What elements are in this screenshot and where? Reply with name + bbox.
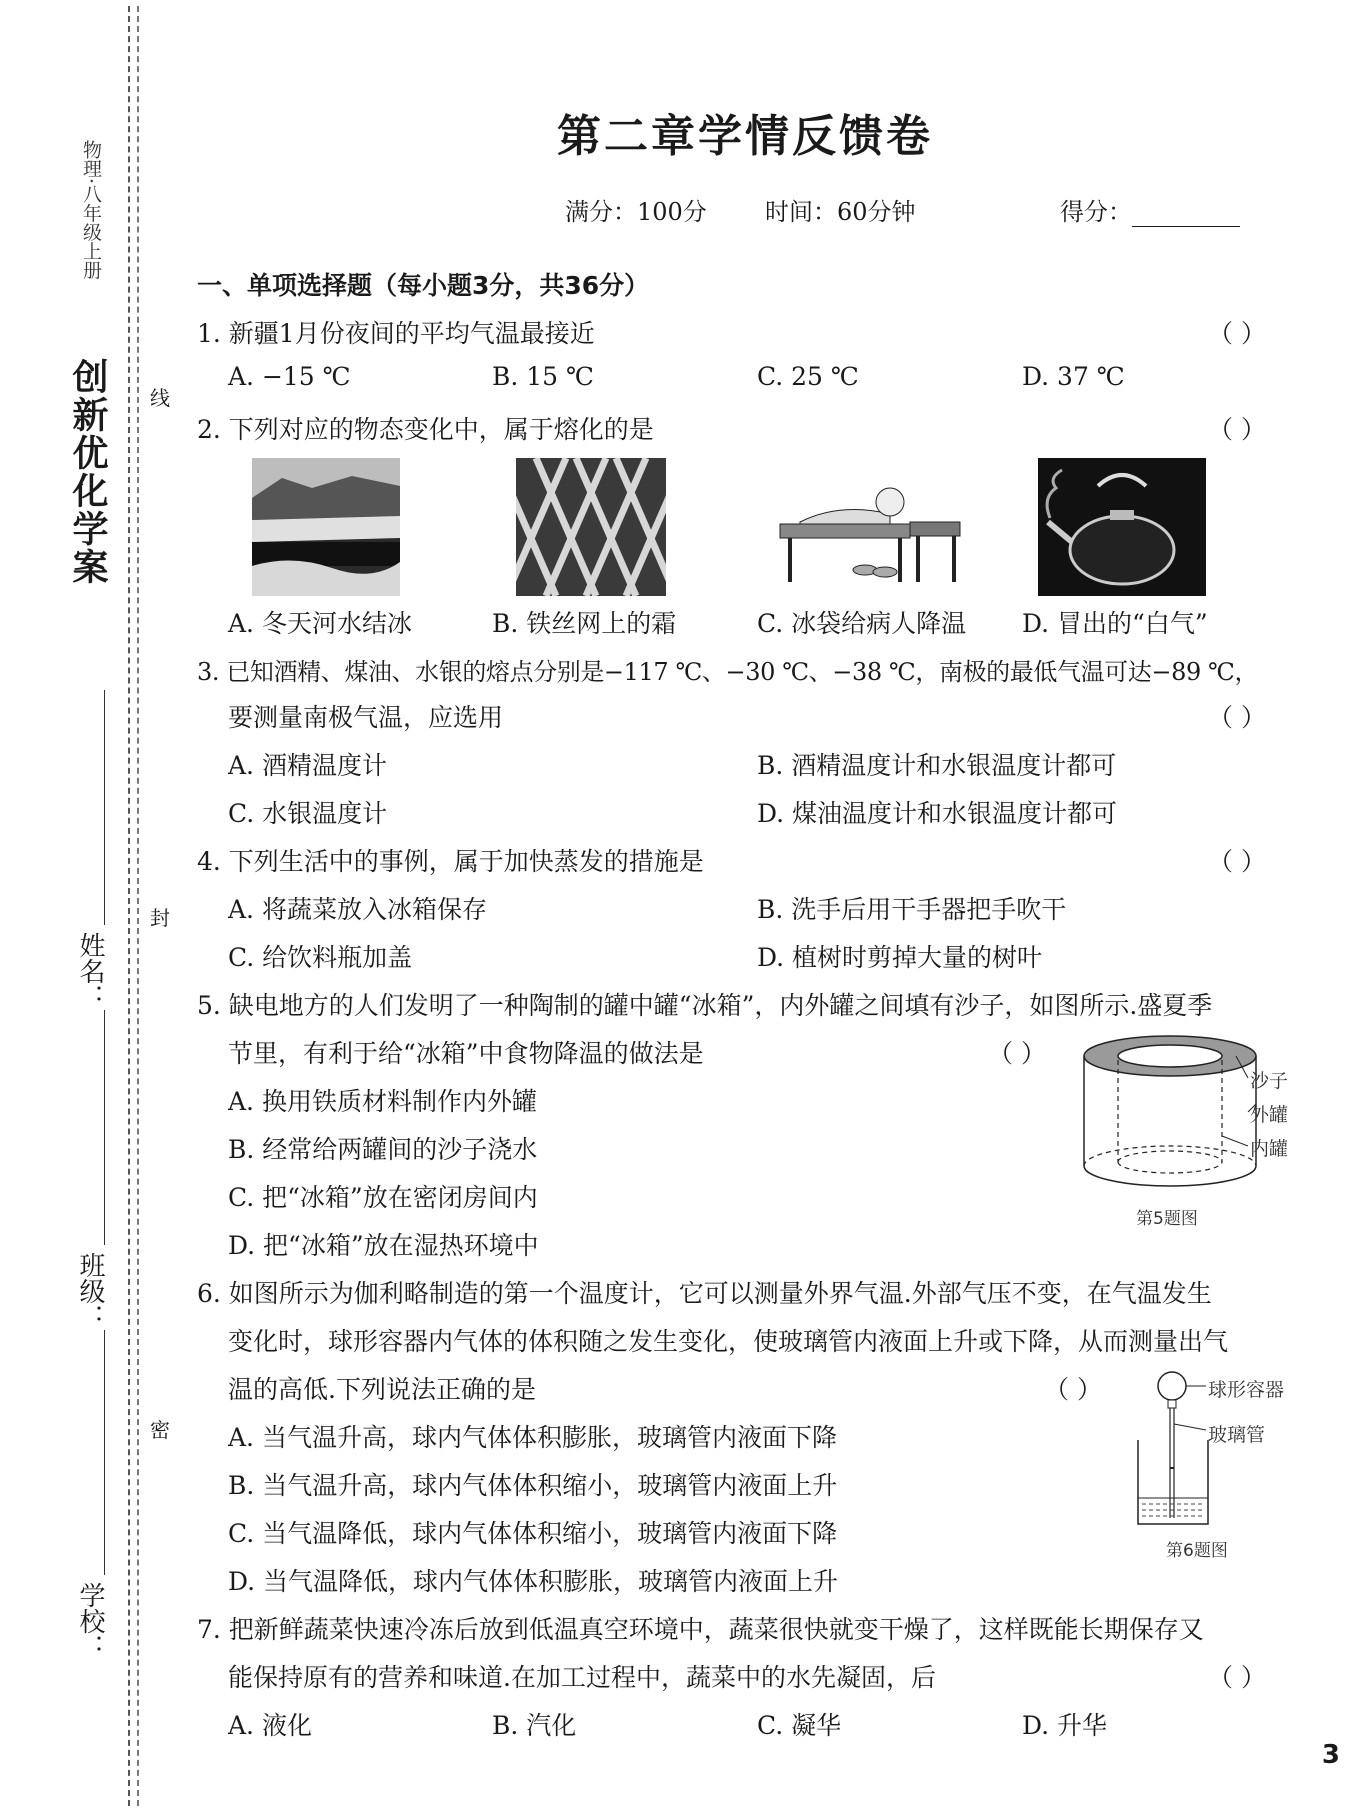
figure-5-caption: 第5题图 (1136, 1209, 1198, 1229)
q7-option-b: B. 汽化 (492, 1711, 577, 1740)
cut-mark-xian: 线 (150, 378, 170, 415)
q1-option-d: D. 37 ℃ (1022, 362, 1125, 391)
frosted-wire-mesh-photo (516, 458, 666, 596)
q3-option-c: C. 水银温度计 (228, 799, 388, 828)
q6-option-b: B. 当气温升高，球内气体体积缩小，玻璃管内液面上升 (228, 1471, 838, 1500)
question-5-stem-cont: 节里，有利于给“冰箱”中食物降温的做法是 (228, 1039, 704, 1068)
question-5-stem: 5. 缺电地方的人们发明了一种陶制的罐中罐“冰箱”，内外罐之间填有沙子，如图所示.盛夏季 (197, 991, 1213, 1020)
q1-option-b: B. 15 ℃ (492, 362, 594, 391)
question-2-stem: 2. 下列对应的物态变化中，属于熔化的是 (197, 415, 654, 444)
answer-paren-6[interactable]: （ ） (1044, 1375, 1102, 1404)
score-label: 得分： (1060, 198, 1132, 226)
q3-option-b: B. 酒精温度计和水银温度计都可 (757, 751, 1117, 780)
q5-option-b: B. 经常给两罐间的沙子浇水 (228, 1135, 538, 1164)
answer-paren-5[interactable]: （ ） (988, 1039, 1046, 1068)
q7-option-a: A. 液化 (228, 1711, 312, 1740)
answer-paren-4[interactable]: （ ） (1208, 847, 1266, 876)
label-outer-pot: 外罐 (1250, 1104, 1289, 1126)
q3-option-d: D. 煤油温度计和水银温度计都可 (757, 799, 1118, 828)
answer-paren-3[interactable]: （ ） (1208, 703, 1266, 732)
question-3-stem-cont: 要测量南极气温，应选用 (228, 703, 504, 732)
q3-option-a: A. 酒精温度计 (228, 751, 387, 780)
q5-option-c: C. 把“冰箱”放在密闭房间内 (228, 1183, 538, 1212)
q2-option-a: A. 冬天河水结冰 (228, 609, 412, 638)
page-number: 3 (1321, 1740, 1340, 1770)
q2-option-d: D. 冒出的“白气” (1022, 609, 1208, 638)
subject-grade: 物理·八年级上册 (80, 140, 102, 280)
question-6-stem-cont1: 变化时，球形容器内气体的体积随之发生变化，使玻璃管内液面上升或下降，从而测量出气 (228, 1327, 1229, 1356)
q5-option-d: D. 把“冰箱”放在湿热环境中 (228, 1231, 539, 1260)
question-1-stem: 1. 新疆1月份夜间的平均气温最接近 (197, 319, 595, 348)
question-7-stem: 7. 把新鲜蔬菜快速冷冻后放到低温真空环境中，蔬菜很快就变干燥了，这样既能长期保存又 (197, 1615, 1204, 1644)
name-label: 姓名： (75, 932, 105, 1010)
q6-option-c: C. 当气温降低，球内气体体积缩小，玻璃管内液面下降 (228, 1519, 838, 1548)
question-7-stem-cont: 能保持原有的营养和味道.在加工过程中，蔬菜中的水先凝固，后 (228, 1663, 936, 1692)
q6-option-d: D. 当气温降低，球内气体体积膨胀，玻璃管内液面上升 (228, 1567, 839, 1596)
page-title: 第二章学情反馈卷 (557, 111, 933, 162)
cut-line-outer (128, 6, 130, 1806)
q4-option-c: C. 给饮料瓶加盖 (228, 943, 413, 972)
label-sand: 沙子 (1250, 1070, 1289, 1092)
question-6-stem: 6. 如图所示为伽利略制造的第一个温度计，它可以测量外界气温.外部气压不变，在气温发生 (197, 1279, 1212, 1308)
label-bulb: 球形容器 (1208, 1379, 1285, 1401)
label-glass-tube: 玻璃管 (1208, 1424, 1266, 1446)
score-blank[interactable] (1132, 202, 1240, 227)
answer-paren-7[interactable]: （ ） (1208, 1663, 1266, 1692)
q2-option-b: B. 铁丝网上的霜 (492, 609, 677, 638)
cut-line-inner (137, 6, 139, 1806)
answer-paren-2[interactable]: （ ） (1208, 415, 1266, 444)
q1-option-c: C. 25 ℃ (757, 362, 859, 391)
figure-6-caption: 第6题图 (1166, 1541, 1228, 1561)
q5-option-a: A. 换用铁质材料制作内外罐 (228, 1087, 537, 1116)
school-field[interactable] (104, 1330, 105, 1575)
brand-logo-text: 创新优化学案 (67, 358, 108, 586)
score-field (1060, 192, 1240, 227)
cut-mark-feng: 封 (150, 898, 170, 935)
q6-option-a: A. 当气温升高，球内气体体积膨胀，玻璃管内液面下降 (228, 1423, 837, 1452)
q4-option-a: A. 将蔬菜放入冰箱保存 (228, 895, 487, 924)
q4-option-d: D. 植树时剪掉大量的树叶 (757, 943, 1043, 972)
q7-option-c: C. 凝华 (757, 1711, 842, 1740)
name-field[interactable] (104, 690, 105, 925)
cut-mark-mi: 密 (150, 1410, 170, 1447)
answer-paren-1[interactable]: （ ） (1208, 319, 1266, 348)
q4-option-b: B. 洗手后用干手器把手吹干 (757, 895, 1067, 924)
q1-option-a: A. −15 ℃ (228, 362, 351, 391)
question-4-stem: 4. 下列生活中的事例，属于加快蒸发的措施是 (197, 847, 704, 876)
ice-bag-patient-illustration (770, 462, 970, 592)
label-inner-pot: 内罐 (1250, 1138, 1289, 1160)
class-field[interactable] (104, 1010, 105, 1245)
school-label: 学校： (75, 1582, 105, 1660)
kettle-steam-photo (1038, 458, 1206, 596)
time-limit: 时间：60分钟 (765, 198, 916, 226)
full-score: 满分：100分 (565, 198, 707, 226)
q2-option-c: C. 冰袋给病人降温 (757, 609, 967, 638)
frozen-river-photo (252, 458, 400, 596)
q7-option-d: D. 升华 (1022, 1711, 1108, 1740)
class-label: 班级： (75, 1252, 105, 1330)
question-6-stem-cont2: 温的高低.下列说法正确的是 (228, 1375, 536, 1404)
section-title: 一、单项选择题（每小题3分，共36分） (197, 271, 650, 300)
question-3-stem: 3. 已知酒精、煤油、水银的熔点分别是−117 ℃、−30 ℃、−38 ℃，南极的最低气温可达−89 ℃， (197, 658, 1259, 686)
